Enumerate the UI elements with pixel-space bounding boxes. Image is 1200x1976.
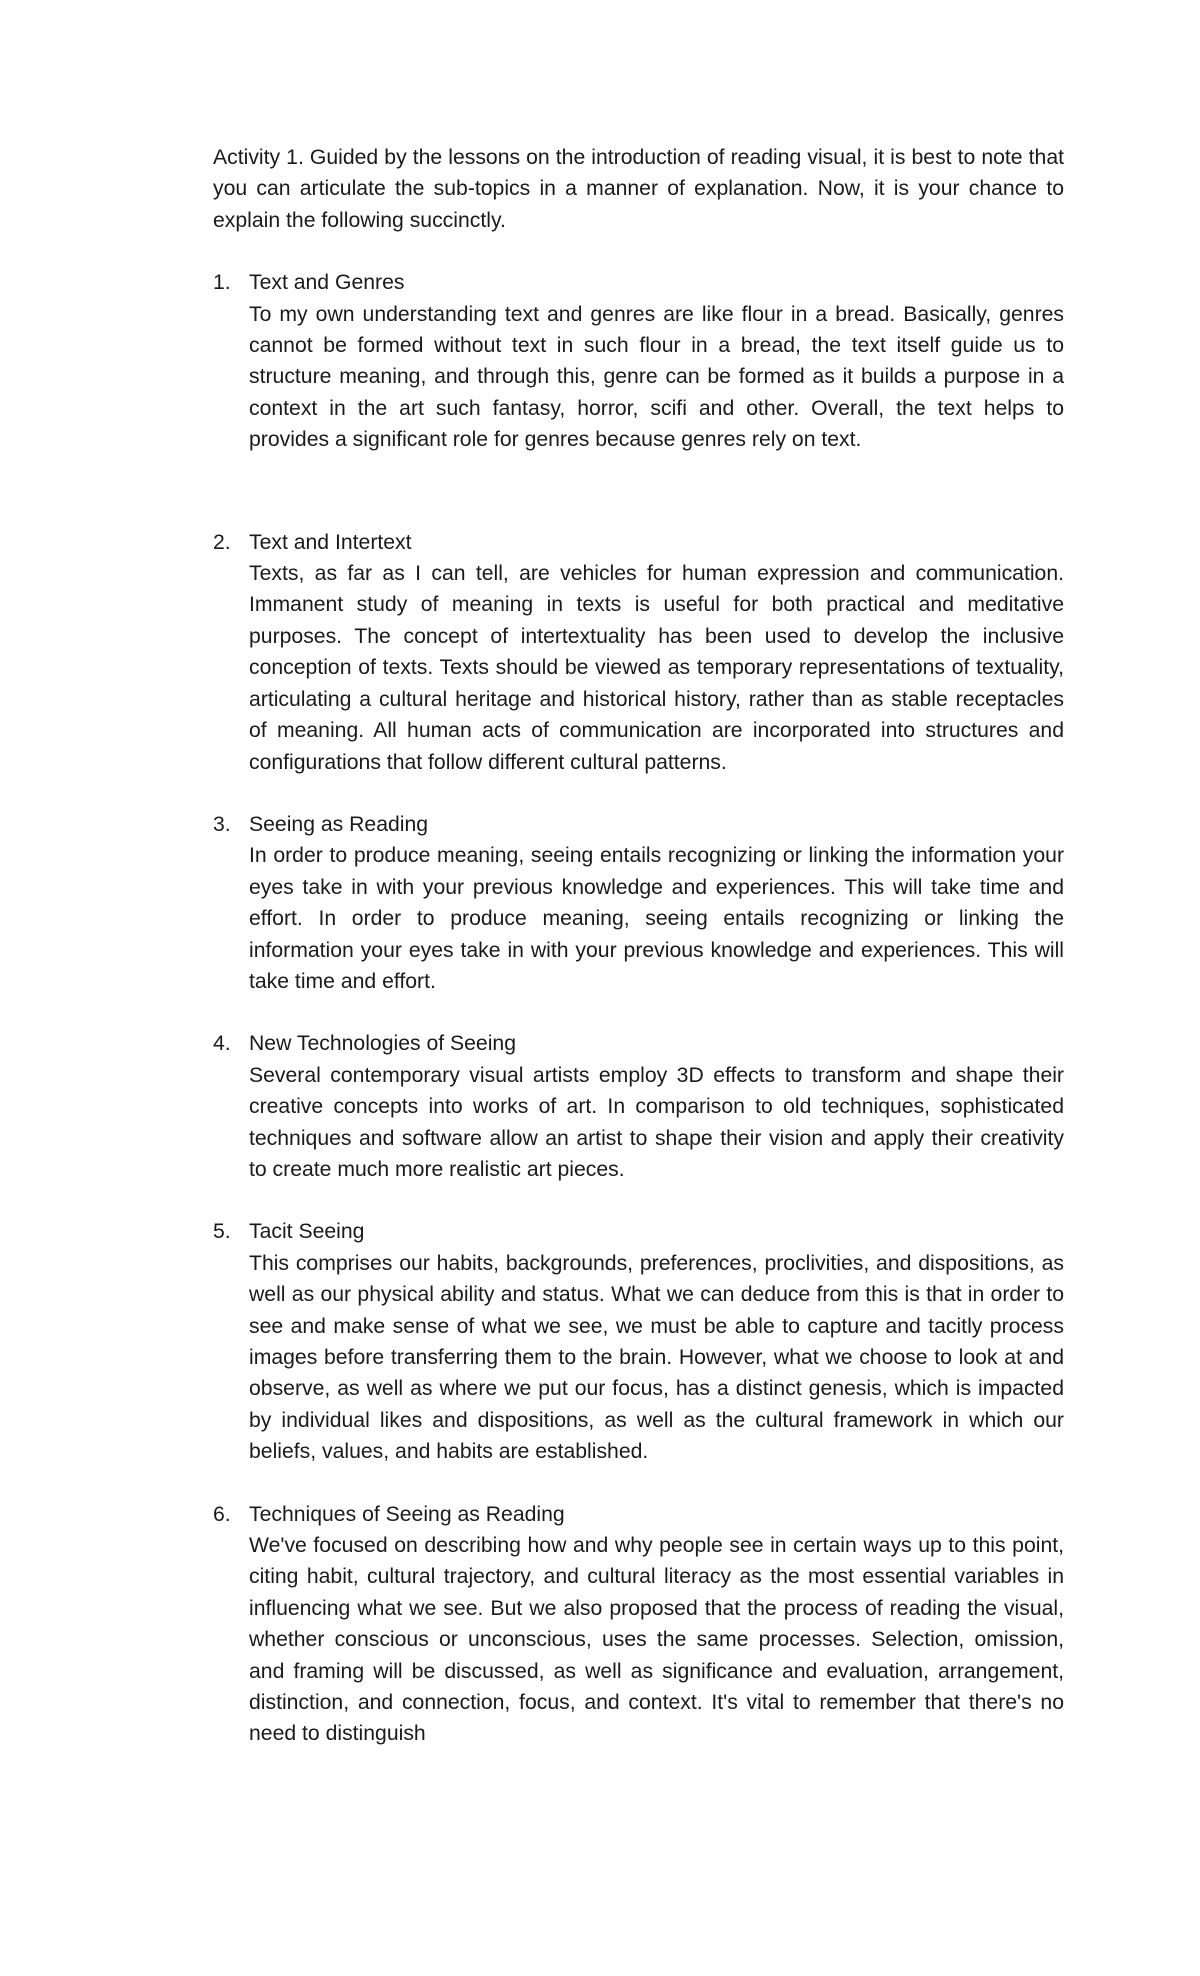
document-page <box>213 142 1064 1781</box>
item-body: We've focused on describing how and why people see in certain ways up to this point, citing habit, cultural trajectory, and cultural literacy as the most essential variables in influencing what we see. But we also proposed that the process of reading the visual, whether conscious or unconscious, uses the same processes. Selection, omission, and framing will be discussed, as well as significance and evaluation, arrangement, distinction, and connection, focus, and context. It's vital to remember that there's no need to distinguish <box>249 1534 1064 1746</box>
item-title: New Technologies of Seeing <box>249 1032 516 1056</box>
item-number: 3. <box>213 812 231 836</box>
item-title: Tacit Seeing <box>249 1220 365 1244</box>
item-title: Techniques of Seeing as Reading <box>249 1502 565 1526</box>
list-item <box>213 1216 1064 1467</box>
item-number: 1. <box>213 271 231 295</box>
item-body: This comprises our habits, backgrounds, preferences, proclivities, and dispositions, as well as our physical ability and status. What we can deduce from this is that in order to see and make sense of what we see, we must be able to capture and tacitly process images before transferring them to the brain. However, what we choose to look at and observe, as well as where we put our focus, has a distinct genesis, which is impacted by individual likes and dispositions, as well as the cultural framework in which our beliefs, values, and habits are established. <box>249 1251 1064 1464</box>
item-title: Text and Genres <box>249 271 405 295</box>
item-body: In order to produce meaning, seeing entails recognizing or linking the information your eyes take in with your previous knowledge and experiences. This will take time and effort. In order to produce meaning, seeing entails recognizing or linking the information your eyes take in with your previous knowledge and experiences. This will take time and effort. <box>249 844 1064 993</box>
activity-instructions: Activity 1. Guided by the lessons on the introduction of reading visual, it is best to note that you can articulate the sub-topics in a manner of explanation. Now, it is your chance to explain the following succinctly. <box>213 146 1064 232</box>
item-body: To my own understanding text and genres are like flour in a bread. Basically, genres cannot be formed without text in such flour in a bread, the text itself guide us to structure meaning, and through this, genre can be formed as it builds a purpose in a context in the art such fantasy, horror, scifi and other. Overall, the text helps to provides a significant role for genres because genres rely on text. <box>249 302 1064 452</box>
list-item <box>213 1499 1064 1750</box>
item-title: Text and Intertext <box>249 530 412 554</box>
activity-list <box>213 267 1064 1750</box>
item-number: 4. <box>213 1032 231 1056</box>
list-item <box>213 267 1064 455</box>
list-item <box>213 1028 1064 1185</box>
item-number: 5. <box>213 1220 231 1244</box>
item-title: Seeing as Reading <box>249 812 429 836</box>
item-number: 2. <box>213 530 231 554</box>
item-body: Several contemporary visual artists employ 3D effects to transform and shape their creative concepts into works of art. In comparison to old techniques, sophisticated techniques and software allow an artist to shape their vision and apply their creativity to create much more realistic art pieces. <box>249 1063 1064 1181</box>
item-body: Texts, as far as I can tell, are vehicles for human expression and communication. Immanent study of meaning in texts is useful for both practical and meditative purposes. The concept of intertextuality has been used to develop the inclusive conception of texts. Texts should be viewed as temporary representations of textuality, articulating a cultural heritage and historical history, rather than as stable receptacles of meaning. All human acts of communication are incorporated into structures and configurations that follow different cultural patterns. <box>249 562 1064 774</box>
list-item <box>213 527 1064 778</box>
list-item <box>213 809 1064 997</box>
item-number: 6. <box>213 1502 231 1526</box>
